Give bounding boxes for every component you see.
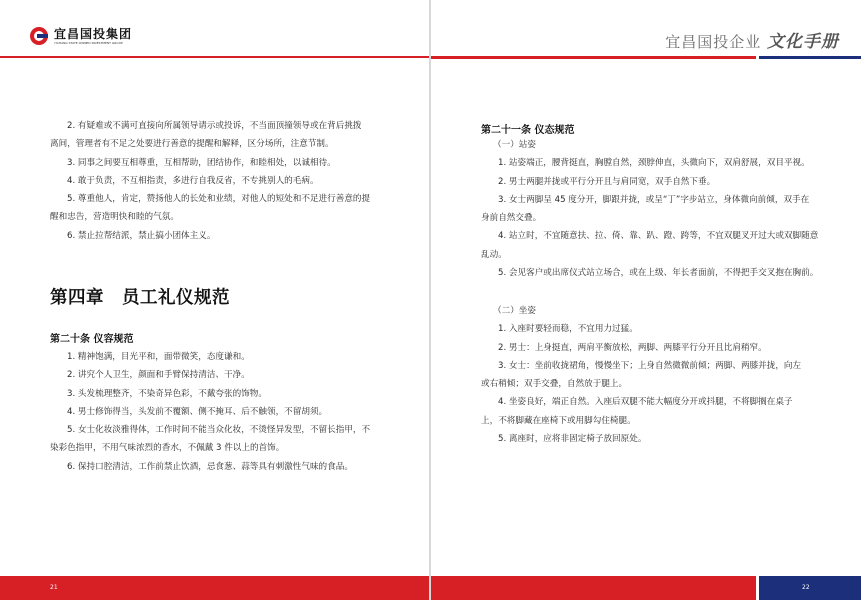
text-line: 2. 男士：上身挺直，两肩平衡放松，两脚、两膝平行分开且比肩稍窄。: [498, 342, 767, 353]
right-page: [431, 0, 861, 600]
text-line: 5. 离座时，应将非固定椅子放回原处。: [498, 434, 647, 445]
text-line: 4. 男士修饰得当，头发前不覆额、侧不掩耳、后不触领，不留胡须。: [67, 406, 328, 417]
handbook-title-accent: 文化手册: [767, 32, 839, 52]
logo-subtitle: YICHANG STATE-OWNED INVESTMENT GROUP: [54, 40, 123, 45]
text-line: 2. 讲究个人卫生，颜面和手臂保持清洁、干净。: [67, 370, 250, 381]
left-page: [0, 0, 429, 600]
sitting-section: [481, 302, 801, 448]
text-line: 离间，管理者有不足之处要进行善意的提醒和解释，区分场所，注意节制。: [50, 139, 334, 150]
logo-mark-icon: [30, 27, 48, 45]
header-rule-blue: [759, 56, 861, 59]
text-line: 上，不将脚藏在座椅下或用脚勾住椅腿。: [481, 415, 636, 426]
company-logo: [30, 27, 132, 45]
footer-bar-blue: [759, 576, 861, 600]
text-line: 染彩色指甲，不用气味浓烈的香水，不佩戴 3 件以上的首饰。: [50, 443, 285, 454]
chapter-title: 第四章 员工礼仪规范: [50, 288, 230, 308]
text-line: 6. 禁止拉帮结派，禁止搞小团体主义。: [67, 230, 216, 241]
text-line: 5. 会见客户或出席仪式站立场合，或在上级、年长者面前，不得把手交叉抱在胸前。: [498, 268, 819, 279]
handbook-title: [665, 27, 839, 52]
footer-bar: [0, 576, 429, 600]
text-line: 醒和忠告，营造明快和睦的气氛。: [50, 212, 179, 223]
text-line: 1. 精神饱满，目光平和，面带微笑，态度谦和。: [67, 352, 250, 362]
text-line: 5. 女士化妆淡雅得体，工作时间不能当众化妆，不烫怪异发型，不留长指甲，不: [67, 425, 371, 436]
text-line: 身前自然交叠。: [481, 213, 542, 224]
footer-bar-red: [431, 576, 756, 600]
text-line: 6. 保持口腔清洁，工作前禁止饮酒，忌食葱、蒜等具有刺激性气味的食品。: [67, 461, 353, 472]
logo-name: 宜昌国投集团: [54, 26, 133, 41]
left-paragraph-2: [50, 348, 370, 476]
section-title: （二）坐姿: [493, 306, 536, 316]
article-title: 第二十一条 仪态规范: [481, 125, 575, 136]
text-line: 乱动。: [481, 249, 507, 260]
text-line: 4. 坐姿良好，端正自然。入座后双腿不能大幅度分开或抖腿，不将脚搁在桌子: [498, 397, 793, 408]
text-line: 或右稍倾；双手交叠，自然放于腿上。: [481, 379, 628, 390]
text-line: 4. 敢于负责，不互相指责，多进行自我反省，不专挑别人的毛病。: [67, 175, 319, 186]
page-number: 21: [50, 584, 58, 591]
text-line: 4. 站立时，不宜随意扶、拉、倚、靠、趴、蹬、跨等，不宜双腿叉开过大或双脚随意: [498, 231, 819, 242]
text-line: 1. 站姿端正，腰背挺直，胸膛自然，颈脖伸直，头微向下，双肩舒展，双目平视。: [498, 158, 810, 169]
text-line: 2. 男士两腿并拢或平行分开且与肩同宽，双手自然下垂。: [498, 176, 716, 187]
text-line: 1. 入座时要轻而稳，不宜用力过猛。: [498, 324, 638, 335]
left-paragraph-1: [50, 117, 370, 245]
article-title: 第二十条 仪容规范: [50, 334, 134, 345]
header-rule: [0, 56, 429, 58]
standing-section: [481, 136, 818, 282]
header-rule-red: [431, 56, 756, 59]
handbook-title-plain: 宜昌国投企业: [665, 33, 762, 51]
page-number: 22: [802, 584, 810, 591]
text-line: 5. 尊重他人，肯定，赞扬他人的长处和业绩，对他人的短处和不足进行善意的提: [67, 194, 371, 205]
text-line: 3. 同事之间要互相尊重，互相帮助，团结协作，和睦相处，以诚相待。: [67, 157, 336, 168]
text-line: 3. 头发梳理整齐，不染奇异色彩，不戴夸张的饰物。: [67, 388, 267, 399]
text-line: 3. 女士两脚呈 45 度分开，脚跟并拢，或呈“丁”字步站立，身体微向前倾，双手在: [498, 194, 810, 205]
section-title: （一）站姿: [493, 140, 536, 150]
text-line: 2. 有疑难或不满可直接向所属领导请示或投诉，不当面顶撞领导或在背后挑拨: [67, 121, 362, 131]
text-line: 3. 女士：坐前收拢裙角，慢慢坐下；上身自然微微前倾；两脚、两膝并拢，向左: [498, 360, 802, 371]
